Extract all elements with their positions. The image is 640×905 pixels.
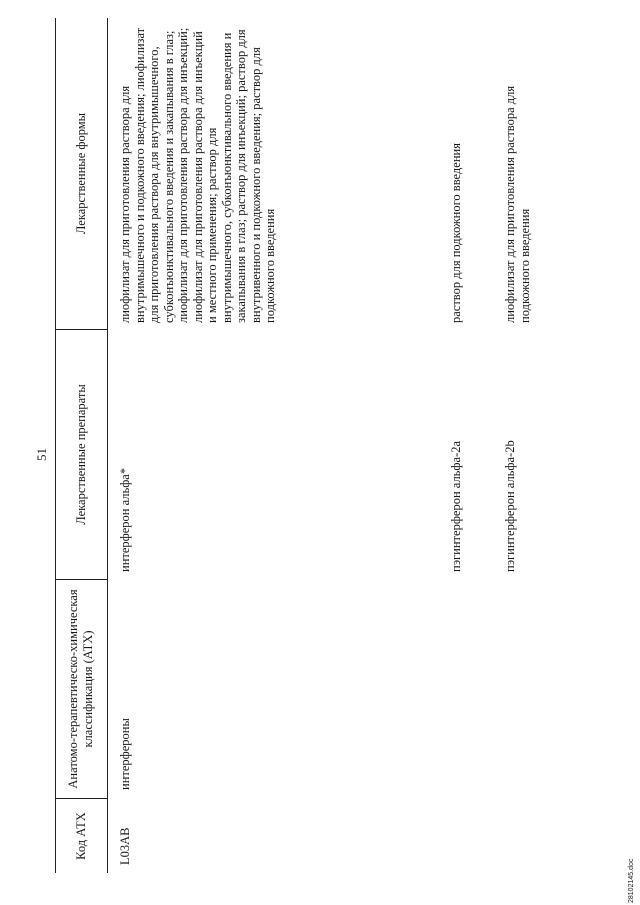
drug-forms: раствор для подкожного введения	[449, 143, 463, 323]
atc-code: L03AB	[118, 827, 132, 865]
table-top-border	[55, 18, 56, 873]
header-drugs: Лекарственные препараты	[73, 384, 88, 525]
header-code: Код АТХ	[73, 812, 88, 860]
drug-name: пэгинтерферон альфа-2a	[449, 441, 463, 572]
atc-classification: интерфероны	[118, 718, 132, 790]
table-header-border	[107, 18, 108, 873]
drug-name: интерферон альфа*	[118, 467, 132, 572]
page-number: 51	[34, 448, 49, 461]
drug-forms: лиофилизат для приготовления раствора для внутримышечного и подкожного введения; лиофилизат для приготовления раствора для внутримышечного, субконъюнктивального введения и закапывания в глаз; лиофилизат для приготовления раствора для инъекций; лиофилизат для приготовления раствора для инъекций и местного применения; раствор для внутримышечного, субконъюнктивального введения и закапывания в глаз; раствор для инъекций; раствор для внутривенного и подкожного введения; раствор для подкожного введения	[118, 27, 277, 323]
header-forms: Лекарственные формы	[73, 112, 88, 235]
header-classification: Анатомо-терапевтическо-химическая классификация (АТХ)	[66, 589, 95, 789]
drug-forms: лиофилизат для приготовления раствора для подкожного введения	[503, 85, 532, 323]
drug-name: пэгинтерферон альфа-2b	[503, 440, 517, 572]
file-id: 28102145.doc	[628, 858, 635, 903]
